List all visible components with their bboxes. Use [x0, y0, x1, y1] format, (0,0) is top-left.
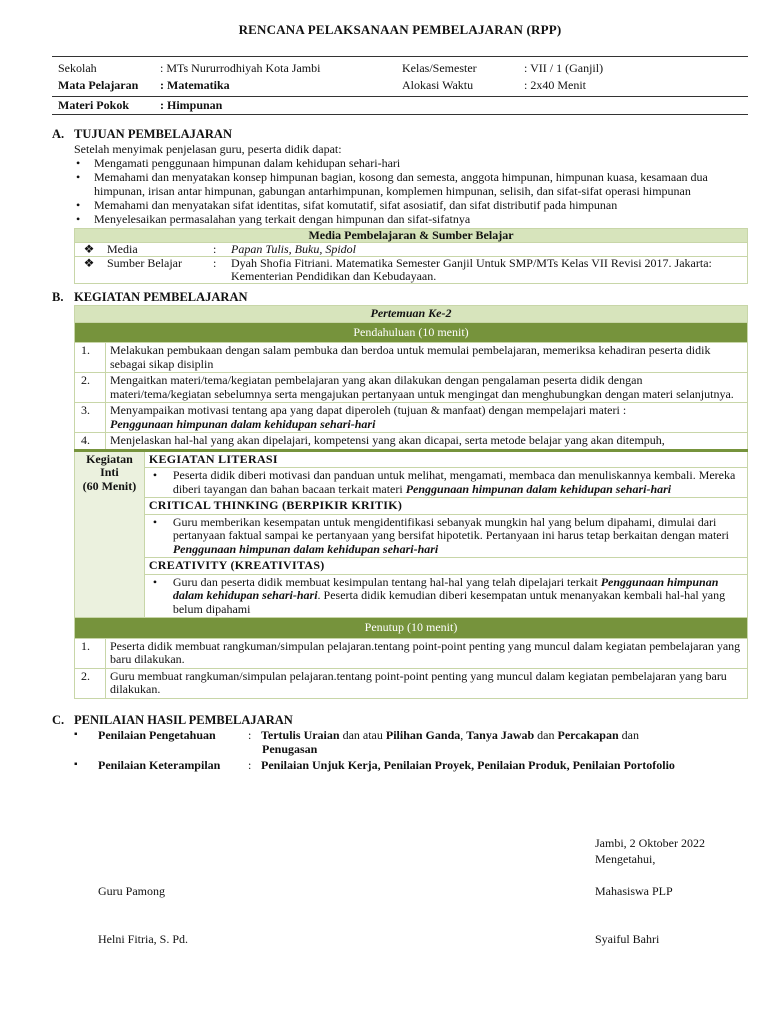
method: Percakapan	[557, 727, 619, 742]
connector: dan	[618, 727, 639, 742]
penilaian-pengetahuan	[74, 728, 748, 756]
creativity-emphasis: Penggunaan himpunan dalam kehidupan sehari-hari	[172, 574, 719, 602]
colon: :	[209, 243, 227, 257]
creativity-text: Guru dan peserta didik membuat kesimpulan tentang hal-hal yang telah dipelajari terkait	[172, 574, 598, 589]
list-item: • Mengamati penggunaan himpunan dalam kehidupan sehari-hari	[74, 156, 748, 170]
connector: dan	[534, 727, 558, 742]
colon: :	[248, 757, 252, 772]
connector: dan atau	[339, 727, 386, 742]
penutup-bar: Penutup (10 menit)	[75, 618, 748, 639]
kegiatan-table	[74, 305, 748, 699]
left-name: Helni Fitria, S. Pd.	[98, 932, 189, 946]
creativity-text-end: . Peserta didik kemudian diberi kesempatan untuk menanyakan kembali hal-hal yang belum dipahami	[172, 588, 726, 616]
section-c-heading	[52, 713, 748, 728]
right-role: Mahasiswa PLP	[595, 884, 673, 898]
section-letter: C.	[52, 712, 65, 727]
pendahuluan-step: Mengaitkan materi/tema/kegiatan pembelajaran yang akan dilakukan dengan pengalaman peserta didik dengan materi/tema/kegiatan sebelumnya serta mengajukan pertanyaan untuk mengingat dan menghubungkan dengan materi selanjutnya.	[106, 373, 748, 403]
row-number: 2.	[75, 373, 106, 403]
inti-label: Kegiatan Inti	[86, 451, 133, 479]
penutup-step: Peserta didik membuat rangkuman/simpulan pelajaran.tentang point-point penting yang muncul dalam kegiatan pembelajaran yang baru dilakukan.	[106, 638, 748, 668]
penilaian-list	[74, 728, 748, 772]
sekolah-value: : MTs Nururrodhiyah Kota Jambi	[160, 61, 321, 75]
section-title: TUJUAN PEMBELAJARAN	[74, 127, 232, 141]
penilaian-value: Penilaian Unjuk Kerja, Penilaian Proyek, Penilaian Produk, Penilaian Portofolio	[261, 757, 675, 772]
penutup-step: Guru membuat rangkuman/simpulan pelajaran.tentang point-point penting yang muncul dalam kegiatan pembelajaran yang baru dilakukan.	[106, 668, 748, 698]
connector: ,	[460, 727, 467, 742]
section-title: PENILAIAN HASIL PEMBELAJARAN	[74, 712, 293, 727]
penilaian-label: Penilaian Keterampilan	[98, 757, 221, 772]
square-bullet-icon: ▪	[74, 728, 78, 740]
sekolah-label: Sekolah	[58, 61, 97, 75]
step-text: Menyampaikan motivasi tentang apa yang dapat diperoleh (tujuan & manfaat) dengan mempelajari materi :	[110, 403, 627, 417]
mapel-label: Mata Pelajaran	[58, 78, 139, 92]
list-item: • Memahami dan menyatakan konsep himpunan bagian, kosong dan semesta, anggota himpunan, himpunan kuasa, kesamaan dua himpunan, irisan antar himpunan, gabungan antarhimpunan, komplemen himpunan, selisih, dan sifat-sifat operasi himpunan	[74, 170, 748, 198]
kelas-value: : VII / 1 (Ganjil)	[524, 61, 604, 75]
method: Tertulis Uraian	[261, 727, 340, 742]
alokasi-value: : 2x40 Menit	[524, 78, 586, 92]
square-bullet-icon: ▪	[74, 758, 78, 770]
document-title: RENCANA PELAKSANAAN PEMBELAJARAN (RPP)	[238, 22, 562, 37]
materi-label: Materi Pokok	[58, 98, 129, 112]
row-number: 1.	[75, 343, 106, 373]
sumber-label: Sumber Belajar	[103, 257, 209, 284]
right-name: Syaiful Bahri	[595, 932, 660, 946]
place-date: Jambi, 2 Oktober 2022	[595, 836, 705, 850]
list-item: • Menyelesaikan permasalahan yang terkait dengan himpunan dan sifat-sifatnya	[74, 212, 748, 226]
materi-value: : Himpunan	[160, 98, 223, 112]
document-page	[52, 0, 748, 772]
media-heading: Media Pembelajaran & Sumber Belajar	[75, 229, 748, 243]
method: Penugasan	[262, 741, 318, 756]
kegiatan-inti-label	[75, 450, 145, 618]
creativity-title: CREATIVITY (KREATIVITAS)	[144, 558, 747, 575]
literasi-title: KEGIATAN LITERASI	[144, 450, 747, 468]
media-label: Media	[103, 243, 209, 257]
section-letter: A.	[52, 127, 65, 141]
alokasi-label: Alokasi Waktu	[402, 78, 474, 92]
row-number: 1.	[75, 638, 106, 668]
method: Pilihan Ganda	[385, 727, 461, 742]
diamond-bullet-icon: ❖	[75, 257, 104, 284]
media-value: Papan Tulis, Buku, Spidol	[227, 243, 748, 257]
colon: :	[209, 257, 227, 284]
colon: :	[248, 727, 252, 742]
penilaian-label: Penilaian Pengetahuan	[98, 727, 216, 742]
row-number: 3.	[75, 403, 106, 433]
section-title: KEGIATAN PEMBELAJARAN	[74, 290, 248, 304]
pendahuluan-step: Melakukan pembukaan dengan salam pembuka dan berdoa untuk memulai pembelajaran, memeriksa kehadiran peserta didik sebagai sikap disiplin	[106, 343, 748, 373]
mengetahui: Mengetahui,	[595, 852, 656, 866]
row-number: 4.	[75, 433, 106, 451]
kelas-label: Kelas/Semester	[402, 61, 477, 75]
creativity-content	[144, 574, 747, 618]
section-a-heading	[52, 127, 748, 142]
sumber-value: Dyah Shofia Fitriani. Matematika Semester Ganjil Untuk SMP/MTs Kelas VII Revisi 2017. Jakarta: Kementerian Pendidikan dan Kebudayaan.	[227, 257, 748, 284]
critical-emphasis: Penggunaan himpunan dalam kehidupan sehari-hari	[172, 541, 439, 556]
step-emphasis: Penggunaan himpunan dalam kehidupan sehari-hari	[110, 416, 376, 431]
literasi-text: Peserta didik diberi motivasi dan panduan untuk melihat, mengamati, membaca dan menuliskannya kembali. Mereka diberi tayangan dan bahan bacaan terkait materi	[172, 468, 736, 496]
pendahuluan-step	[106, 403, 748, 433]
section-a-intro: Setelah menyimak penjelasan guru, peserta didik dapat:	[74, 142, 342, 156]
inti-duration: (60 Menit)	[82, 478, 137, 493]
bullet-icon: •	[152, 574, 158, 589]
literasi-content	[144, 468, 747, 498]
critical-title: CRITICAL THINKING (BERPIKIR KRITIK)	[144, 498, 747, 515]
media-table	[74, 228, 748, 284]
penilaian-keterampilan	[74, 758, 748, 772]
bullet-icon: •	[152, 468, 158, 482]
critical-content	[144, 514, 747, 558]
info-table	[52, 57, 748, 94]
pendahuluan-step: Menjelaskan hal-hal yang akan dipelajari, kompetensi yang akan dicapai, serta metode belajar yang akan ditempuh,	[106, 433, 748, 451]
pertemuan-title: Pertemuan Ke-2	[75, 306, 748, 323]
critical-text: Guru memberikan kesempatan untuk mengidentifikasi sebanyak mungkin hal yang belum dipahami, dimulai dari pertanyaan faktual sampai ke pertanyaan yang bersifat hipotetik. Pertanyaan ini harus tetap berkaitan dengan materi	[172, 514, 729, 542]
diamond-bullet-icon: ❖	[75, 243, 104, 257]
list-item: • Memahami dan menyatakan sifat identitas, sifat komutatif, sifat asosiatif, dan sifat distributif pada himpunan	[74, 198, 748, 212]
bullet-icon: •	[152, 514, 158, 529]
left-role: Guru Pamong	[98, 884, 165, 898]
materi-table	[52, 97, 748, 114]
divider	[52, 114, 748, 115]
pendahuluan-bar: Pendahuluan (10 menit)	[75, 322, 748, 343]
method: Tanya Jawab	[466, 727, 535, 742]
mapel-value: : Matematika	[160, 78, 230, 92]
tujuan-list	[52, 156, 748, 226]
row-number: 2.	[75, 668, 106, 698]
section-b-heading	[52, 290, 748, 305]
literasi-emphasis: Penggunaan himpunan dalam kehidupan sehari-hari	[405, 481, 672, 496]
section-letter: B.	[52, 290, 64, 304]
